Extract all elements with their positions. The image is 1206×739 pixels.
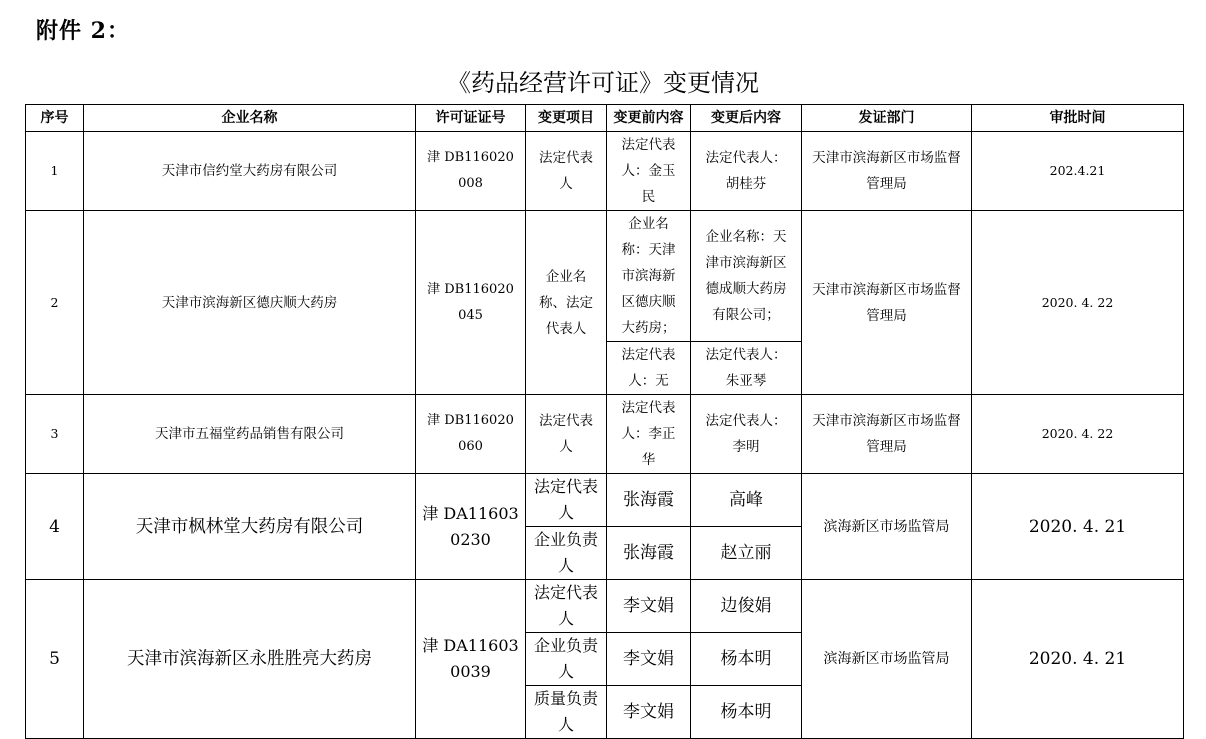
content-before: 张海霞 (607, 474, 691, 527)
header-cell-item: 变更项目 (526, 105, 607, 132)
header-cell-no: 序号 (26, 105, 84, 132)
content-after: 法定代表人：朱亚琴 (691, 342, 802, 395)
approval-date: 2020. 4. 21 (972, 580, 1184, 739)
header-cell-after: 变更后内容 (691, 105, 802, 132)
license-number: 津 DA116030039 (416, 580, 526, 739)
license-change-table (25, 104, 1184, 739)
change-item: 法定代表人 (526, 580, 607, 633)
table-row (26, 211, 1184, 342)
enterprise-name: 天津市信约堂大药房有限公司 (84, 132, 416, 211)
content-after: 杨本明 (691, 686, 802, 739)
issuing-department: 天津市滨海新区市场监督管理局 (802, 132, 972, 211)
content-before: 法定代表人：金玉民 (607, 132, 691, 211)
content-after: 企业名称：天津市滨海新区德成顺大药房有限公司； (691, 211, 802, 342)
header-cell-before: 变更前内容 (607, 105, 691, 132)
header-cell-license: 许可证证号 (416, 105, 526, 132)
license-number: 津 DB116020060 (416, 395, 526, 474)
row-number: 3 (26, 395, 84, 474)
change-item: 法定代表人 (526, 395, 607, 474)
change-item: 法定代表人 (526, 474, 607, 527)
content-after: 杨本明 (691, 633, 802, 686)
content-after: 赵立丽 (691, 527, 802, 580)
approval-date: 2020. 4. 22 (972, 395, 1184, 474)
enterprise-name: 天津市五福堂药品销售有限公司 (84, 395, 416, 474)
document-title: 《药品经营许可证》变更情况 (447, 69, 759, 97)
change-item: 企业名称、法定代表人 (526, 211, 607, 395)
issuing-department: 滨海新区市场监管局 (802, 474, 972, 580)
license-number: 津 DB116020045 (416, 211, 526, 395)
change-item: 企业负责人 (526, 633, 607, 686)
license-number: 津 DB116020008 (416, 132, 526, 211)
content-before: 李文娟 (607, 633, 691, 686)
issuing-department: 天津市滨海新区市场监督管理局 (802, 211, 972, 395)
attachment-label: 附件 2： (36, 18, 130, 44)
issuing-department: 滨海新区市场监管局 (802, 580, 972, 739)
content-before: 企业名称：天津市滨海新区德庆顺大药房； (607, 211, 691, 342)
row-number: 5 (26, 580, 84, 739)
row-number: 2 (26, 211, 84, 395)
header-cell-date: 审批时间 (972, 105, 1184, 132)
change-item: 企业负责人 (526, 527, 607, 580)
change-item: 法定代表人 (526, 132, 607, 211)
approval-date: 2020. 4. 21 (972, 474, 1184, 580)
enterprise-name: 天津市滨海新区永胜胜亮大药房 (84, 580, 416, 739)
table-row (26, 580, 1184, 633)
content-after: 法定代表人：胡桂芬 (691, 132, 802, 211)
enterprise-name: 天津市枫林堂大药房有限公司 (84, 474, 416, 580)
content-before: 法定代表人：无 (607, 342, 691, 395)
license-number: 津 DA116030230 (416, 474, 526, 580)
row-number: 4 (26, 474, 84, 580)
content-after: 法定代表人：李明 (691, 395, 802, 474)
header-cell-dept: 发证部门 (802, 105, 972, 132)
table-row (26, 132, 1184, 211)
enterprise-name: 天津市滨海新区德庆顺大药房 (84, 211, 416, 395)
content-after: 高峰 (691, 474, 802, 527)
table-row (26, 474, 1184, 527)
content-before: 张海霞 (607, 527, 691, 580)
approval-date: 2020. 4. 22 (972, 211, 1184, 395)
content-before: 李文娟 (607, 686, 691, 739)
change-item: 质量负责人 (526, 686, 607, 739)
approval-date: 202.4.21 (972, 132, 1184, 211)
header-cell-name: 企业名称 (84, 105, 416, 132)
table-row (26, 395, 1184, 474)
row-number: 1 (26, 132, 84, 211)
issuing-department: 天津市滨海新区市场监督管理局 (802, 395, 972, 474)
table-header-row (26, 105, 1184, 132)
content-before: 李文娟 (607, 580, 691, 633)
content-after: 边俊娟 (691, 580, 802, 633)
content-before: 法定代表人：李正华 (607, 395, 691, 474)
